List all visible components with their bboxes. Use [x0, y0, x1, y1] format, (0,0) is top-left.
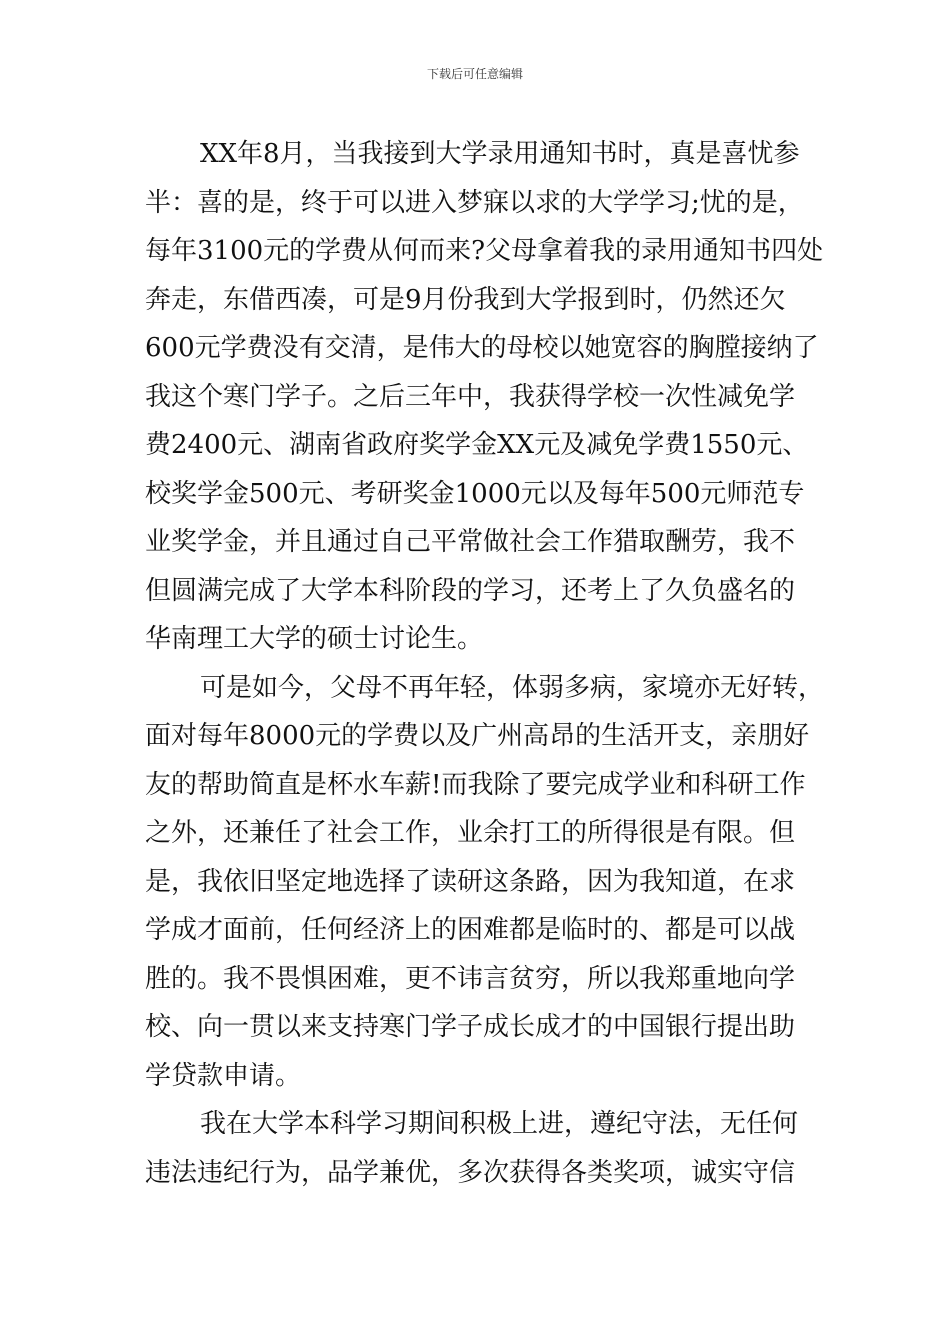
text-line: 我这个寒门学子。之后三年中，我获得学校一次性减免学	[145, 381, 796, 412]
text-line: 是，我依旧坚定地选择了读研这条路，因为我知道，在求	[145, 866, 796, 897]
text-line: 违法违纪行为，品学兼优，多次获得各类奖项，诚实守信	[145, 1157, 796, 1188]
text-line: 费2400元、湖南省政府奖学金XX元及减免学费1550元、	[145, 430, 809, 460]
text-line: XX年8月，当我接到大学录用通知书时，真是喜忧参	[200, 139, 800, 169]
paragraph	[145, 1100, 825, 1197]
page-header: 下载后可任意编辑	[426, 67, 523, 81]
text-line: 之外，还兼任了社会工作，业余打工的所得很是有限。但	[145, 818, 796, 848]
text-line: 每年3100元的学费从何而来?父母拿着我的录用通知书四处	[145, 236, 824, 266]
text-line: 业奖学金，并且通过自己平常做社会工作猎取酬劳，我不	[145, 527, 796, 557]
text-line: 但圆满完成了大学本科阶段的学习，还考上了久负盛名的	[145, 575, 796, 606]
paragraph	[145, 664, 825, 1101]
text-line: 胜的。我不畏惧困难，更不讳言贫穷，所以我郑重地向学	[145, 963, 796, 994]
text-line: 我在大学本科学习期间积极上进，遵纪守法，无任何	[200, 1109, 799, 1139]
text-line: 华南理工大学的硕士讨论生。	[145, 624, 484, 654]
text-line: 友的帮助简直是杯水车薪!而我除了要完成学业和科研工作	[145, 769, 806, 800]
paragraph	[145, 130, 825, 664]
text-line: 半：喜的是，终于可以进入梦寐以求的大学学习;忧的是，	[145, 187, 804, 218]
text-line: 学成才面前，任何经济上的困难都是临时的、都是可以战	[145, 915, 796, 945]
document-body	[145, 130, 825, 1197]
text-line: 学贷款申请。	[145, 1060, 302, 1091]
text-line: 奔走，东借西凑，可是9月份我到大学报到时，仍然还欠	[145, 284, 786, 315]
text-line: 校奖学金500元、考研奖金1000元以及每年500元师范专	[145, 478, 805, 509]
text-line: 校、向一贯以来支持寒门学子成长成才的中国银行提出助	[145, 1012, 796, 1042]
text-line: 面对每年8000元的学费以及广州高昂的生活开支，亲朋好	[145, 721, 810, 751]
text-line: 可是如今，父母不再年轻，体弱多病，家境亦无好转，	[200, 672, 825, 703]
text-line: 600元学费没有交清，是伟大的母校以她宽容的胸膛接纳了	[145, 333, 819, 363]
